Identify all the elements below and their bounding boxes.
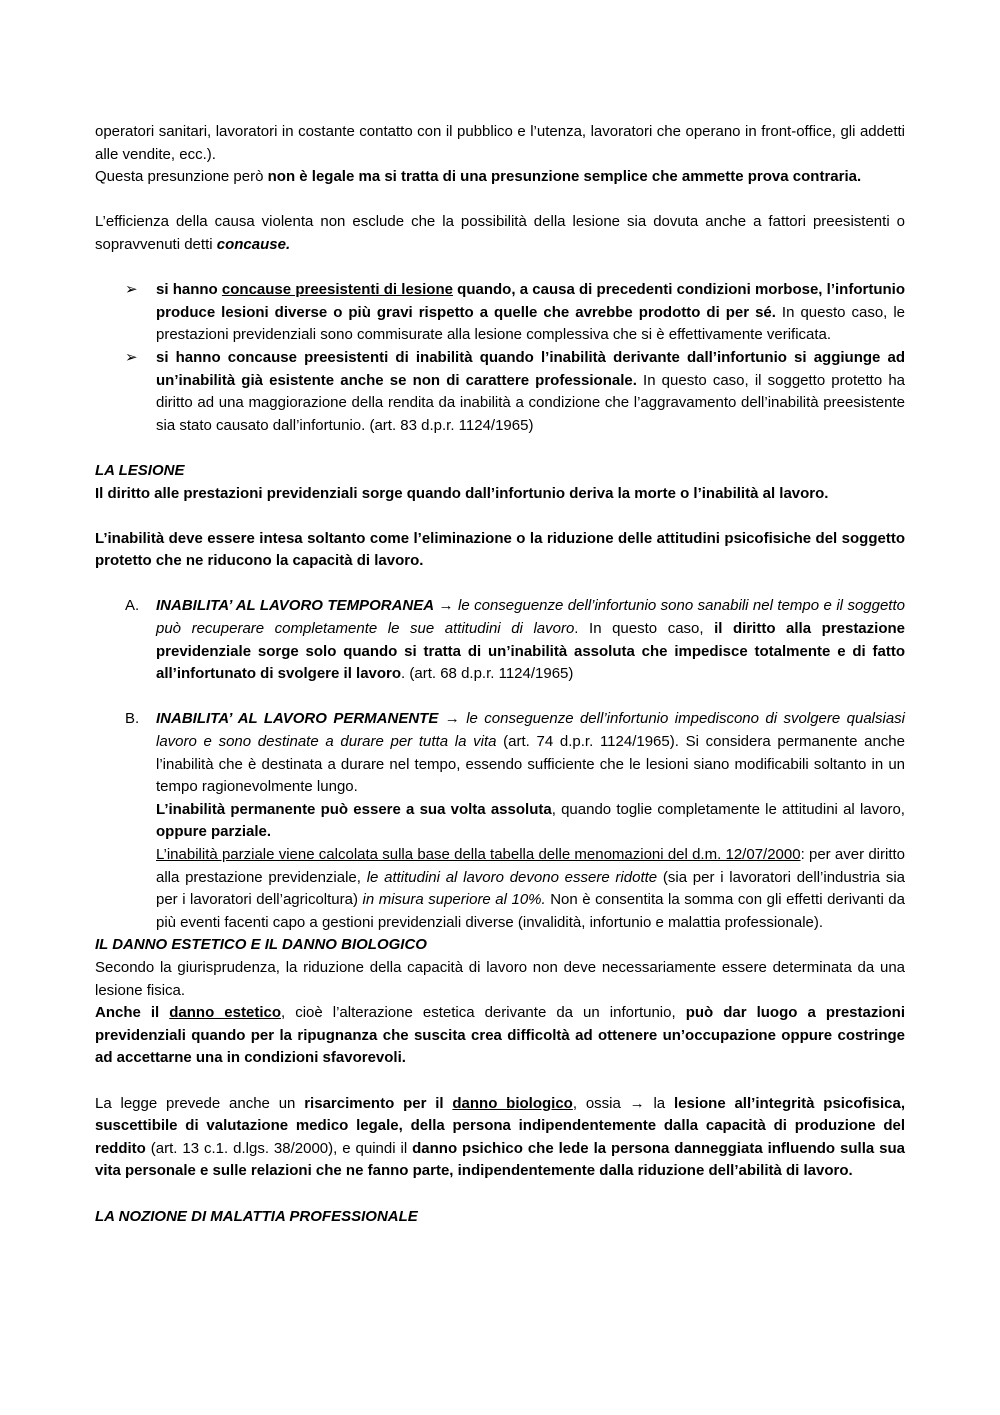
b-p3-text-3: Non è consentita la somma con gli effetti derivanti da più eventi facenti capo a gestioni previdenziali diverse (invalidità, infortunio e malattia professionale). xyxy=(156,891,905,931)
b-p2-bold-1: L’inabilità permanente può essere a sua volta assoluta xyxy=(156,800,552,818)
item1-text: In questo caso, le prestazioni previdenziali sono commisurate alla lesione complessiva che si è effettivamente verificata. xyxy=(156,303,906,344)
b-p3-text-2: (sia per i lavoratori dell’industria sia per i lavoratori dell’agricoltura) xyxy=(156,868,905,909)
concause-list xyxy=(95,279,905,437)
concause-term: concause. xyxy=(216,235,291,253)
arrow-bullet-icon: ➢ xyxy=(125,281,138,299)
section-heading-malattia: LA NOZIONE DI MALATTIA PROFESSIONALE xyxy=(95,1207,418,1225)
list-item xyxy=(95,279,905,347)
lesione-paragraph-2 xyxy=(95,528,905,573)
danno-p2-bold-1: Anche il xyxy=(95,1004,170,1022)
b-paragraph-2 xyxy=(156,799,905,844)
arrow-right-icon: → xyxy=(434,597,458,615)
intro-text: operatori sanitari, lavoratori in costante contatto con il pubblico e l’utenza, lavoratori che operano in front-office, gli addetti alle vendite, ecc.). xyxy=(95,123,905,163)
danno-p3-bold-1: risarcimento per il xyxy=(304,1094,453,1112)
list-letter: A. xyxy=(125,597,140,615)
danno-p3-text-3: (art. 13 c.1. d.lgs. 38/2000), e quindi il xyxy=(145,1139,413,1157)
a-text-1: . In questo caso, xyxy=(574,620,715,638)
danno-p3-text-2: , ossia → la xyxy=(572,1094,674,1112)
item1-underline: concause preesistenti di lesione xyxy=(221,281,453,299)
danno-paragraph-3 xyxy=(95,1093,905,1183)
section-heading-danno: IL DANNO ESTETICO E IL DANNO BIOLOGICO xyxy=(95,936,427,954)
b-p2-bold-2: oppure parziale. xyxy=(156,823,272,841)
danno-biologico-term: danno biologico xyxy=(452,1094,573,1112)
item2-bold: si hanno concause preesistenti di inabilità quando l’inabilità derivante dall’infortunio si aggiunge ad un’inabilità già esistente anche se non di carattere professionale. xyxy=(156,348,905,389)
efficienza-paragraph xyxy=(95,211,905,256)
danno-paragraph-2 xyxy=(95,1002,905,1070)
list-letter: B. xyxy=(125,710,140,728)
inabilita-temporanea-title: INABILITA’ AL LAVORO TEMPORANEA xyxy=(156,597,435,615)
arrow-bullet-icon: ➢ xyxy=(125,348,138,366)
b-p3-underline: L’inabilità parziale viene calcolata sulla base della tabella delle menomazioni del d.m. 12/07/2000 xyxy=(156,846,801,863)
inabilita-list xyxy=(95,595,905,685)
danno-p3-text-1: La legge prevede anche un xyxy=(95,1094,305,1112)
a-bold: il diritto alla prestazione previdenziale sorge solo quando si tratta di un’inabilità assoluta che impedisce totalmente e di fatto all’infortunato di svolgere il lavoro xyxy=(156,620,905,683)
a-italic: le conseguenze dell’infortunio sono sanabili nel tempo e il soggetto può recuperare completamente le sue attitudini di lavoro xyxy=(156,597,905,638)
efficienza-text: L’efficienza della causa violenta non esclude che la possibilità della lesione sia dovuta anche a fattori preesistenti o sopravvenuti detti xyxy=(95,213,905,253)
inabilita-list-b xyxy=(95,708,905,934)
danno-p3-bold-3: danno psichico che lede la persona danneggiata influendo sulla sua vita personale e sulle relazioni che ne fanno parte, indipendentemente dalla riduzione dell’abilità di lavoro. xyxy=(95,1139,905,1180)
danno-p2-text: , cioè l’alterazione estetica derivante da un infortunio, xyxy=(281,1004,686,1022)
item1-bold-b: quando, a causa di precedenti condizioni morbose, l’infortunio produce lesioni diverse o più gravi rispetto a quelle che avrebbe prodotto di per sé. xyxy=(156,281,905,321)
b-p2-text: , quando toglie completamente le attitudini al lavoro, xyxy=(551,800,905,818)
list-item xyxy=(95,595,905,685)
lesione-paragraph-1 xyxy=(95,483,905,506)
item1-bold-a: si hanno xyxy=(156,281,222,299)
presunzione-bold: non è legale ma si tratta di una presunzione semplice che ammette prova contraria. xyxy=(267,168,862,186)
b-text-1: (art. 74 d.p.r. 1124/1965). Si considera permanente anche l’inabilità che è destinata a durare nel tempo, essendo sufficiente che le lesioni siano modificabili soltanto in un tempo ragionevolmente lungo. xyxy=(156,733,905,796)
lesione-p1-bold: Il diritto alle prestazioni previdenziali sorge quando dall’infortunio deriva la morte o l’inabilità al lavoro. xyxy=(95,484,829,502)
danno-estetico-term: danno estetico xyxy=(169,1004,281,1022)
list-item xyxy=(95,708,905,934)
section-heading-lesione: LA LESIONE xyxy=(95,461,185,479)
lesione-p2-bold: L’inabilità deve essere intesa soltanto come l’eliminazione o la riduzione delle attitudini psicofisiche del soggetto protetto che ne riducono la capacità di lavoro. xyxy=(95,529,905,570)
a-text-2: . (art. 68 d.p.r. 1124/1965) xyxy=(401,665,574,683)
b-p3-italic-1: le attitudini al lavoro devono essere ridotte xyxy=(366,868,658,886)
b-p3-text-1: : per aver diritto alla prestazione previdenziale, xyxy=(156,846,905,886)
b-italic: le conseguenze dell’infortunio impediscono di svolgere qualsiasi lavoro e sono destinate a durare per tutta la vita xyxy=(156,710,906,751)
list-item xyxy=(95,347,905,437)
b-p3-italic-2: in misura superiore al 10%. xyxy=(362,891,546,909)
item2-text: In questo caso, il soggetto protetto ha diritto ad una maggiorazione della rendita da inabilità a condizione che l’aggravamento dell’inabilità preesistente sia stato causato dall’infortunio. (art. 83 d.p.r. 1124/1965) xyxy=(156,371,905,434)
danno-p3-bold-2: lesione all’integrità psicofisica, suscettibile di valutazione medico legale, della persona indipendentemente dalla capacità di produzione del reddito xyxy=(95,1094,906,1157)
danno-paragraph-1: Secondo la giurisprudenza, la riduzione della capacità di lavoro non deve necessariamente essere determinata da una lesione fisica. xyxy=(95,958,905,999)
intro-paragraph xyxy=(95,121,905,166)
presunzione-paragraph xyxy=(95,166,905,189)
inabilita-permanente-title: INABILITA’ AL LAVORO PERMANENTE xyxy=(156,710,439,728)
b-paragraph-3 xyxy=(156,844,905,934)
presunzione-text: Questa presunzione però xyxy=(95,168,268,186)
danno-p2-bold-2: può dar luogo a prestazioni previdenziali quando per la ripugnanza che suscita crea difficoltà ad ottenere un’occupazione oppure costringe ad accettarne una in condizioni sfavorevoli. xyxy=(95,1004,906,1067)
arrow-right-icon: → xyxy=(438,710,467,728)
